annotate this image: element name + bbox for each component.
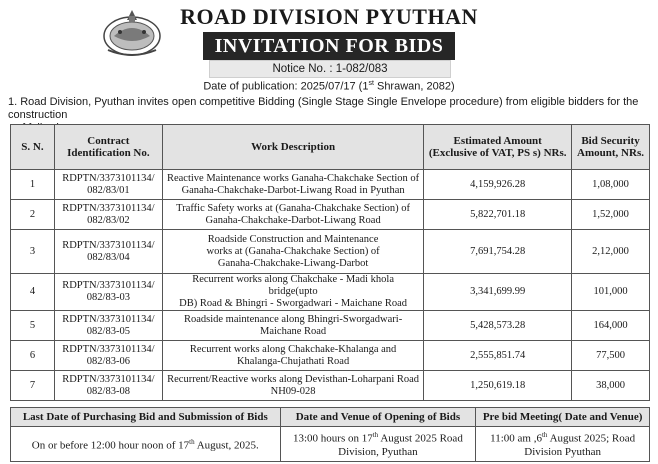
row-work-description: Traffic Safety works at (Ganaha-Chakchake Section) of Ganaha-Chakchake-Darbot-Liwang Road: [162, 200, 423, 230]
row-work-description: Reactive Maintenance works Ganaha-Chakchake Section of Ganaha-Chakchake-Darbot-Liwang Road in Pyuthan: [162, 170, 423, 200]
row-work-description: Recurrent works along Chakchake-Khalanga and Khalanga-Chujathati Road: [162, 341, 423, 371]
row-sn: 3: [11, 230, 55, 274]
row-sn: 5: [11, 311, 55, 341]
row-bid-security: 77,500: [572, 341, 650, 371]
row-bid-security: 1,52,000: [572, 200, 650, 230]
row-contract-id: RDPTN/3373101134/ 082/83/04: [54, 230, 162, 274]
row-estimated-amount: 3,341,699.99: [424, 274, 572, 311]
dates-header-row: [11, 408, 650, 427]
row-bid-security: 2,12,000: [572, 230, 650, 274]
header-estimated-amount: Estimated Amount (Exclusive of VAT, PS s) NRs.: [424, 125, 572, 170]
submission-deadline: On or before 12:00 hour noon of 17th August, 2025.: [11, 427, 281, 462]
notice-number: Notice No. : 1-082/083: [209, 60, 451, 78]
row-contract-id: RDPTN/3373101134/ 082/83-05: [54, 311, 162, 341]
row-estimated-amount: 5,428,573.28: [424, 311, 572, 341]
dates-table: [10, 407, 650, 462]
bids-table: [10, 124, 650, 401]
row-estimated-amount: 5,822,701.18: [424, 200, 572, 230]
table-row: [11, 230, 650, 274]
header-prebid-meeting: Pre bid Meeting( Date and Venue): [476, 408, 650, 427]
table-row: [11, 341, 650, 371]
intro-line-1: 1. Road Division, Pyuthan invites open competitive Bidding (Single Stage Single Envelope procedure) from eligible bidders for the construction: [8, 96, 639, 121]
row-sn: 1: [11, 170, 55, 200]
header-contract-id: Contract Identification No.: [54, 125, 162, 170]
table-row: [11, 311, 650, 341]
header-submission-deadline: Last Date of Purchasing Bid and Submission of Bids: [11, 408, 281, 427]
header-bid-opening: Date and Venue of Opening of Bids: [280, 408, 476, 427]
row-work-description: Recurrent/Reactive works along Devisthan-Loharpani Road NH09-028: [162, 371, 423, 401]
row-sn: 2: [11, 200, 55, 230]
table-row: [11, 274, 650, 311]
header-bid-security: Bid Security Amount, NRs.: [572, 125, 650, 170]
row-estimated-amount: 7,691,754.28: [424, 230, 572, 274]
row-estimated-amount: 1,250,619.18: [424, 371, 572, 401]
table-row: [11, 200, 650, 230]
header-sn: S. N.: [11, 125, 55, 170]
row-contract-id: RDPTN/3373101134/ 082/83/01: [54, 170, 162, 200]
table-row: [11, 371, 650, 401]
row-estimated-amount: 4,159,926.28: [424, 170, 572, 200]
row-bid-security: 101,000: [572, 274, 650, 311]
table-row: [11, 170, 650, 200]
prebid-meeting-date-venue: 11:00 am ,6th August 2025; Road Division Pyuthan: [476, 427, 650, 462]
page-title: ROAD DIVISION PYUTHAN: [180, 4, 478, 29]
row-contract-id: RDPTN/3373101134/ 082/83-06: [54, 341, 162, 371]
bid-opening-date-venue: 13:00 hours on 17th August 2025 Road Division, Pyuthan: [280, 427, 476, 462]
table-header-row: [11, 125, 650, 170]
row-contract-id: RDPTN/3373101134/ 082/83-08: [54, 371, 162, 401]
dates-value-row: [11, 427, 650, 462]
row-sn: 6: [11, 341, 55, 371]
row-bid-security: 38,000: [572, 371, 650, 401]
row-contract-id: RDPTN/3373101134/ 082/83-03: [54, 274, 162, 311]
row-contract-id: RDPTN/3373101134/ 082/83/02: [54, 200, 162, 230]
row-estimated-amount: 2,555,851.74: [424, 341, 572, 371]
row-work-description: Recurrent works along Chakchake - Madi khola bridge(upto DB) Road & Bhingri - Sworgadwari - Maichane Road: [162, 274, 423, 311]
invitation-banner: INVITATION FOR BIDS: [203, 32, 455, 60]
row-sn: 7: [11, 371, 55, 401]
row-work-description: Roadside maintenance along Bhingri-Sworgadwari- Maichane Road: [162, 311, 423, 341]
row-sn: 4: [11, 274, 55, 311]
row-work-description: Roadside Construction and Maintenance works at (Ganaha-Chakchake Section) of Ganaha-Chakchake-Liwang-Darbot: [162, 230, 423, 274]
publication-date: Date of publication: 2025/07/17 (1st Shrawan, 2082): [203, 80, 455, 93]
row-bid-security: 1,08,000: [572, 170, 650, 200]
header-work-description: Work Description: [162, 125, 423, 170]
row-bid-security: 164,000: [572, 311, 650, 341]
